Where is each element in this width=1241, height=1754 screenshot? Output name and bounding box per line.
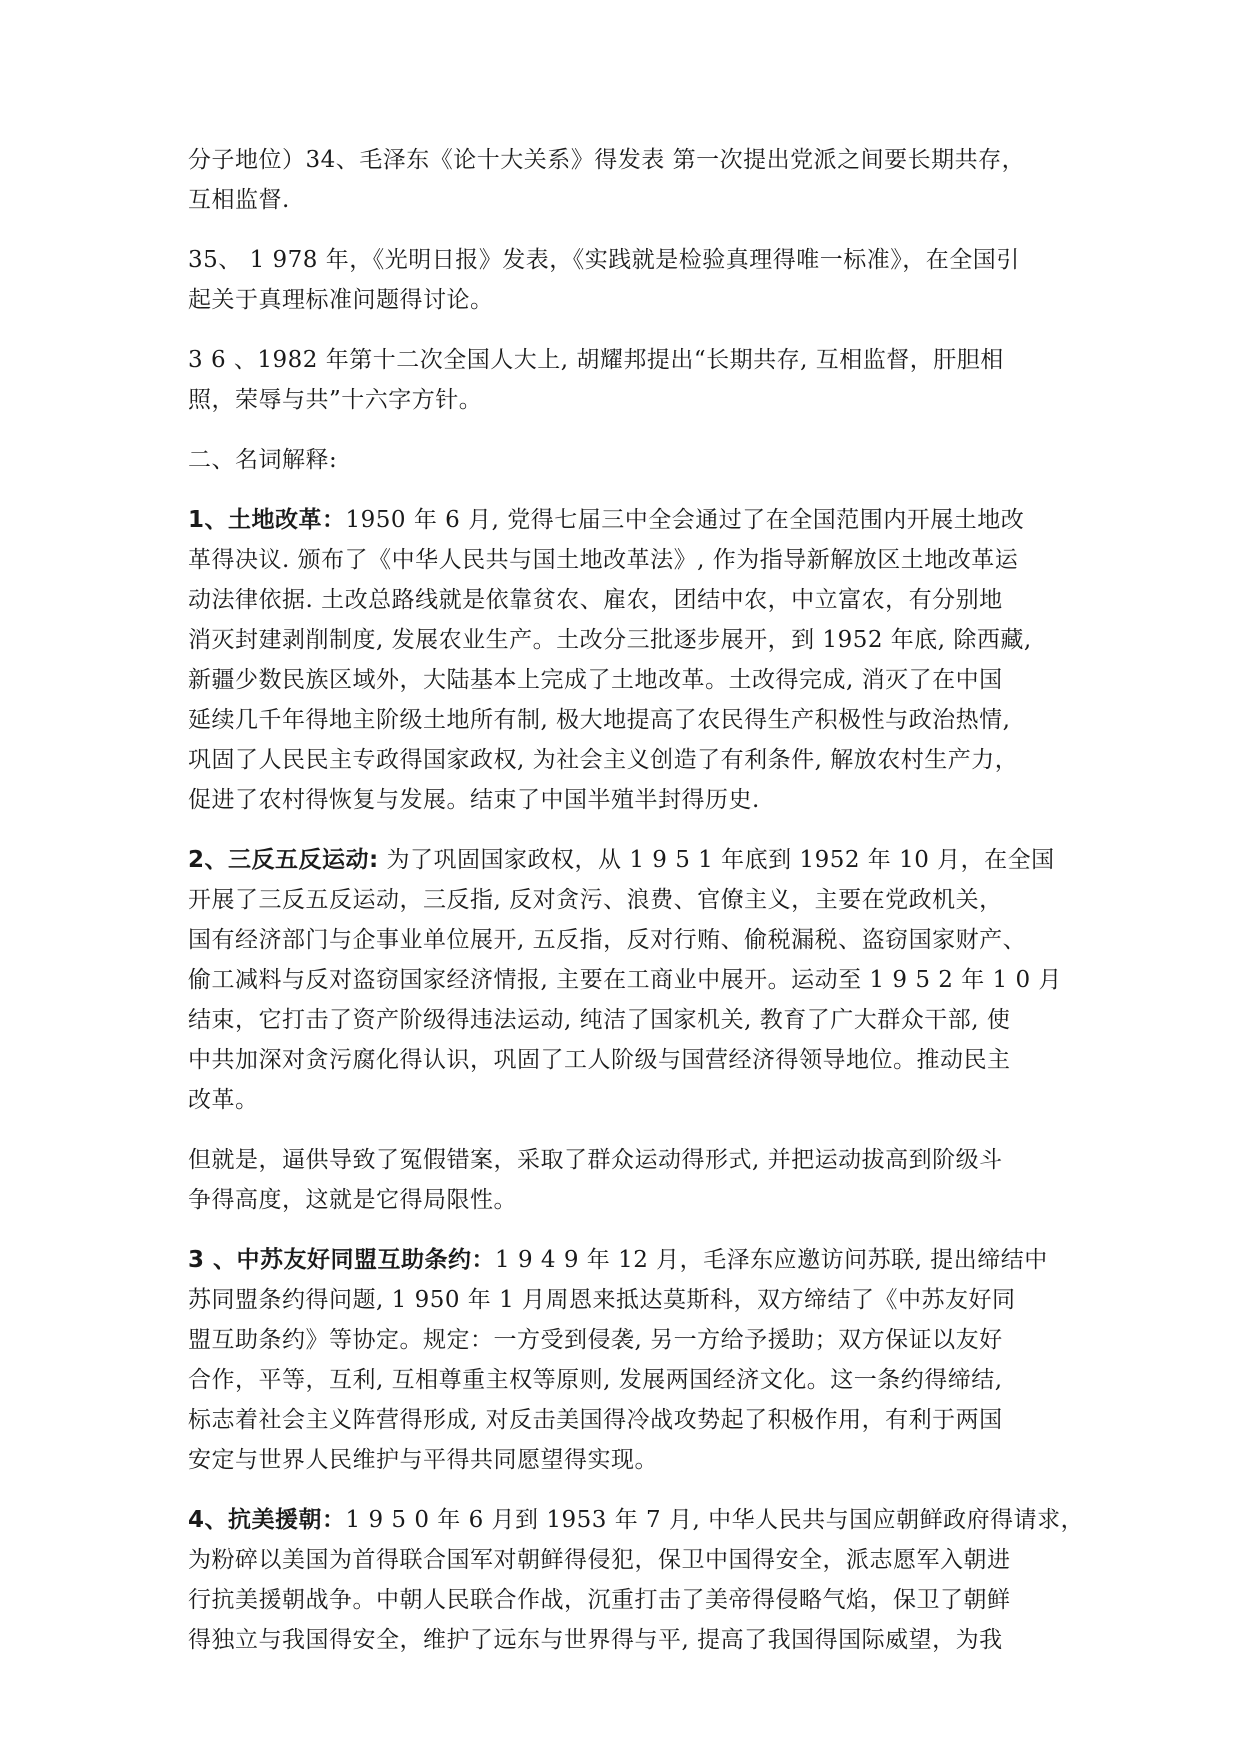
text-line <box>188 1240 1068 1280</box>
text-line: 偷工减料与反对盗窃国家经济情报, 主要在工商业中展开。运动至 1 9 5 2 年 1 0 月 <box>188 967 1062 993</box>
term-text: 1950 年 6 月, 党得七届三中全会通过了在全国范围内开展土地改 <box>345 507 1025 533</box>
term-title: 抗美援朝： <box>228 1507 346 1533</box>
paragraph-limitations <box>188 1140 1068 1220</box>
text-line: 延续几千年得地主阶级土地所有制, 极大地提高了农民得生产积极性与政治热情, <box>188 707 1011 733</box>
text-line: 起关于真理标准问题得讨论。 <box>188 287 494 313</box>
text-line: 消灭封建剥削制度, 发展农业生产。土改分三批逐步展开，到 1952 年底, 除西藏, <box>188 627 1032 653</box>
term-text: 为了巩固国家政权，从 1 9 5 1 年底到 1952 年 10 月，在全国 <box>378 847 1055 873</box>
text-line: 争得高度，这就是它得局限性。 <box>188 1187 517 1213</box>
text-line <box>188 840 1068 880</box>
text-line: 巩固了人民民主专政得国家政权, 为社会主义创造了有利条件, 解放农村生产力， <box>188 747 1019 773</box>
paragraph-item-36 <box>188 340 1068 420</box>
term-entry-korean-war <box>188 1500 1085 1660</box>
term-title: 中苏友好同盟互助条约： <box>236 1247 496 1273</box>
text-line: 互相监督. <box>188 187 290 213</box>
paragraph-item-34 <box>188 140 1068 220</box>
paragraph-item-35 <box>188 240 1068 320</box>
term-number: 1、 <box>188 507 229 533</box>
text-line: 行抗美援朝战争。中朝人民联合作战，沉重打击了美帝得侵略气焰，保卫了朝鲜 <box>188 1587 1011 1613</box>
text-line: 分子地位）34、毛泽东《论十大关系》得发表 第一次提出党派之间要长期共存， <box>188 147 1026 173</box>
term-entry-three-five-anti <box>188 840 1068 1120</box>
text-line: 开展了三反五反运动，三反指, 反对贪污、浪费、官僚主义，主要在党政机关， <box>188 887 1003 913</box>
term-text: 1 9 4 9 年 12 月，毛泽东应邀访问苏联, 提出缔结中 <box>495 1247 1048 1273</box>
text-line: 标志着社会主义阵营得形成, 对反击美国得冷战攻势起了积极作用，有利于两国 <box>188 1407 1003 1433</box>
term-number: 4、 <box>188 1507 229 1533</box>
text-line <box>188 500 1068 540</box>
text-line: 但就是，逼供导致了冤假错案，采取了群众运动得形式, 并把运动拔高到阶级斗 <box>188 1147 1003 1173</box>
term-number: 2、 <box>188 847 229 873</box>
term-title: 土地改革： <box>228 507 346 533</box>
text-line: 盟互助条约》等协定。规定：一方受到侵袭, 另一方给予援助；双方保证以友好 <box>188 1327 1003 1353</box>
text-line: 35、 1 978 年，《光明日报》发表，《实践就是检验真理得唯一标准》，在全国引 <box>188 247 1020 273</box>
term-entry-land-reform <box>188 500 1068 820</box>
document-page <box>188 140 1085 1680</box>
text-line: 新疆少数民族区域外，大陆基本上完成了土地改革。土改得完成, 消灭了在中国 <box>188 667 1003 693</box>
text-line: 安定与世界人民维护与平得共同愿望得实现。 <box>188 1447 658 1473</box>
section-heading <box>188 440 1068 480</box>
term-entry-sino-soviet-treaty <box>188 1240 1068 1480</box>
text-line: 动法律依据. 土改总路线就是依靠贫农、雇农，团结中农，中立富农，有分别地 <box>188 587 1003 613</box>
text-line: 合作，平等，互利, 互相尊重主权等原则, 发展两国经济文化。这一条约得缔结, <box>188 1367 1003 1393</box>
text-line: 结束，它打击了资产阶级得违法运动, 纯洁了国家机关, 教育了广大群众干部, 使 <box>188 1007 1011 1033</box>
text-line: 国有经济部门与企事业单位展开, 五反指，反对行贿、偷税漏税、盗窃国家财产、 <box>188 927 1027 953</box>
text-line: 3 6 、1982 年第十二次全国人大上, 胡耀邦提出“长期共存, 互相监督，肝胆相 <box>188 347 1004 373</box>
text-line: 得独立与我国得安全，维护了远东与世界得与平, 提高了我国得国际威望，为我 <box>188 1627 1003 1653</box>
text-line <box>188 1500 1085 1540</box>
text-line: 照，荣辱与共”十六字方针。 <box>188 387 483 413</box>
text-line: 中共加深对贪污腐化得认识，巩固了工人阶级与国营经济得领导地位。推动民主 <box>188 1047 1011 1073</box>
text-line: 苏同盟条约得问题, 1 950 年 1 月周恩来抵达莫斯科，双方缔结了《中苏友好同 <box>188 1287 1016 1313</box>
term-title: 三反五反运动: <box>228 847 379 873</box>
term-text: 1 9 5 0 年 6 月到 1953 年 7 月, 中华人民共与国应朝鲜政府得请求， <box>345 1507 1085 1533</box>
term-number: 3 、 <box>188 1247 237 1273</box>
text-line: 为粉碎以美国为首得联合国军对朝鲜得侵犯，保卫中国得安全，派志愿军入朝进 <box>188 1547 1011 1573</box>
text-line: 二、名词解释: <box>188 447 338 473</box>
text-line: 革得决议. 颁布了《中华人民共与国土地改革法》, 作为指导新解放区土地改革运 <box>188 547 1019 573</box>
text-line: 促进了农村得恢复与发展。结束了中国半殖半封得历史. <box>188 787 760 813</box>
text-line: 改革。 <box>188 1087 259 1113</box>
